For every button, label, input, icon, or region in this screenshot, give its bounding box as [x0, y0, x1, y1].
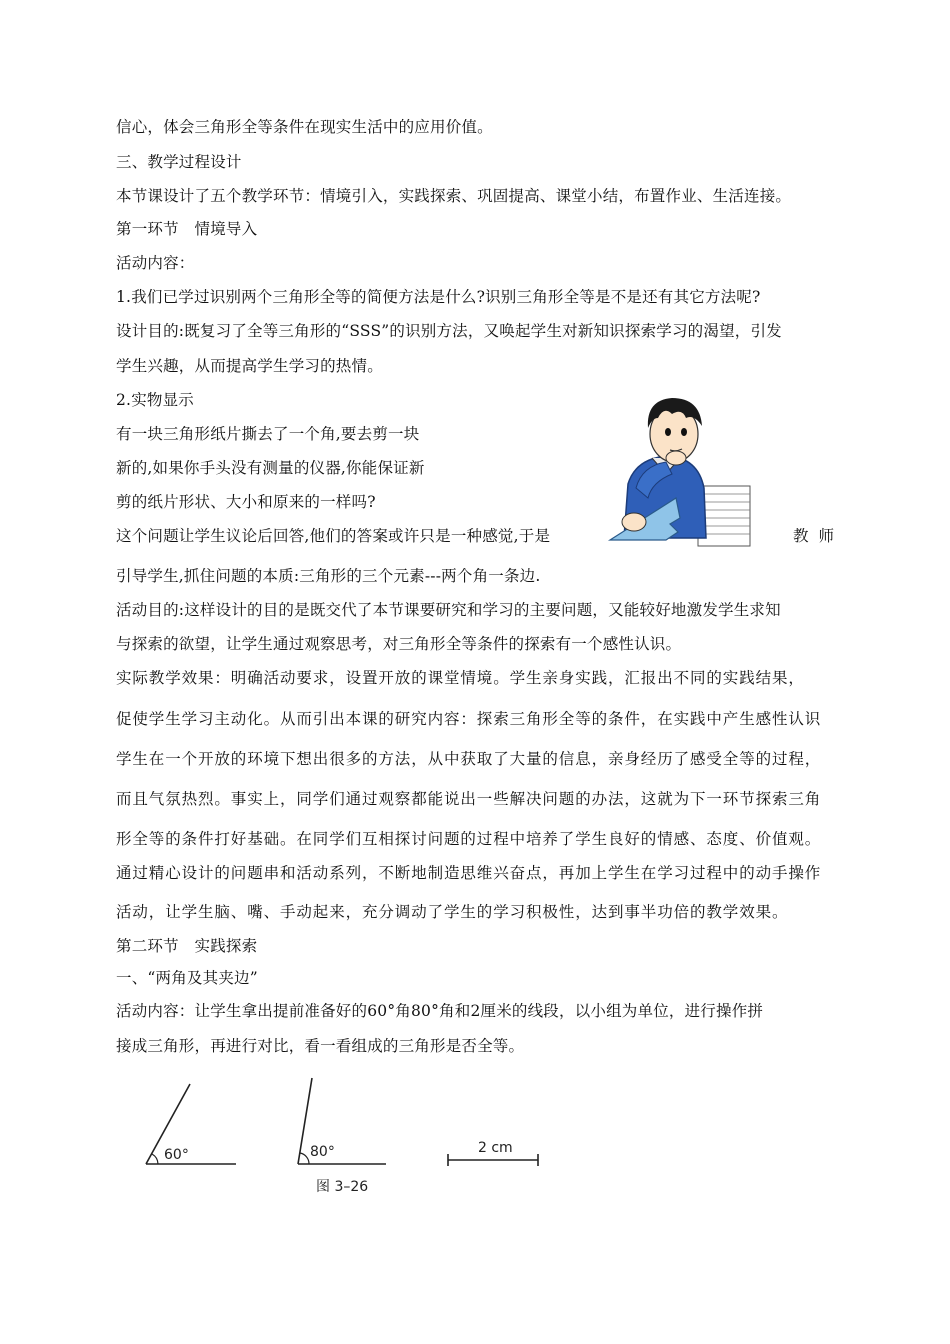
paragraph-line: 有一块三角形纸片撕去了一个角,要去剪一块	[116, 425, 420, 443]
paragraph-line: 本节课设计了五个教学环节：情境引入，实践探索、巩固提高、课堂小结，布置作业、生活连接。	[116, 187, 792, 205]
section-heading: 三、教学过程设计	[116, 153, 242, 171]
paragraph-line: 活动目的:这样设计的目的是既交代了本节课要研究和学习的主要问题，又能较好地激发学生求知	[116, 601, 781, 619]
paragraph-line: 通过精心设计的问题串和活动系列，不断地制造思维兴奋点，再加上学生在学习过程中的动手操作	[116, 864, 822, 882]
paragraph-line: 活动内容：让学生拿出提前准备好的60°角80°角和2厘米的线段，以小组为单位，进行操作拼	[116, 1002, 764, 1020]
angle-80-label: 80°	[310, 1144, 335, 1160]
paragraph-line: 形全等的条件打好基础。在同学们互相探讨问题的过程中培养了学生良好的情感、态度、价值观。	[116, 830, 822, 848]
paragraph-line: 活动，让学生脑、嘴、手动起来，充分调动了学生的学习积极性，达到事半功倍的教学效果。	[116, 903, 789, 921]
paragraph-line: 活动内容：	[116, 254, 195, 272]
paragraph-line: 1.我们已学过识别两个三角形全等的简便方法是什么?识别三角形全等是不是还有其它方法呢?	[116, 288, 761, 306]
thinking-boy-illustration	[606, 388, 756, 556]
angle-figure	[140, 1070, 550, 1200]
subsection-heading: 第一环节 情境导入	[116, 220, 258, 238]
paragraph-line: 学生在一个开放的环境下想出很多的方法，从中获取了大量的信息，亲身经历了感受全等的过程，	[116, 750, 822, 768]
paragraph-line: 信心，体会三角形全等条件在现实生活中的应用价值。	[116, 118, 493, 136]
subsection-heading: 第二环节 实践探索	[116, 937, 258, 955]
paragraph-line: 新的,如果你手头没有测量的仪器,你能保证新	[116, 459, 425, 477]
paragraph-line: 实际教学效果：明确活动要求，设置开放的课堂情境。学生亲身实践，汇报出不同的实践结果，	[116, 669, 805, 687]
paragraph-line: 促使学生学习主动化。从而引出本课的研究内容：探索三角形全等的条件，在实践中产生感性认识	[116, 710, 822, 728]
paragraph-line: 2.实物显示	[116, 391, 194, 409]
angle-60	[146, 1084, 236, 1164]
paragraph-line-end: 教师	[793, 527, 845, 545]
paragraph-line: 学生兴趣，从而提高学生学习的热情。	[116, 357, 383, 375]
activity-heading: 一、“两角及其夹边”	[116, 969, 258, 987]
paragraph-line: 与探索的欲望，让学生通过观察思考，对三角形全等条件的探索有一个感性认识。	[116, 635, 682, 653]
paragraph-line: 剪的纸片形状、大小和原来的一样吗?	[116, 493, 376, 511]
angle-60-label: 60°	[164, 1147, 189, 1163]
paragraph-line: 设计目的:既复习了全等三角形的“SSS”的识别方法，又唤起学生对新知识探索学习的渴望，引发	[116, 322, 782, 340]
figure-caption: 图 3–26	[316, 1179, 369, 1195]
paragraph-line: 接成三角形，再进行对比，看一看组成的三角形是否全等。	[116, 1037, 525, 1055]
angle-80	[298, 1078, 386, 1164]
segment-label: 2 cm	[478, 1140, 513, 1156]
paragraph-line: 引导学生,抓住问题的本质:三角形的三个元素---两个角一条边.	[116, 567, 541, 585]
paragraph-line: 而且气氛热烈。事实上，同学们通过观察都能说出一些解决问题的办法，这就为下一环节探索三角	[116, 790, 822, 808]
paragraph-line: 这个问题让学生议论后回答,他们的答案或许只是一种感觉,于是	[116, 527, 551, 545]
segment-2cm	[448, 1140, 538, 1166]
